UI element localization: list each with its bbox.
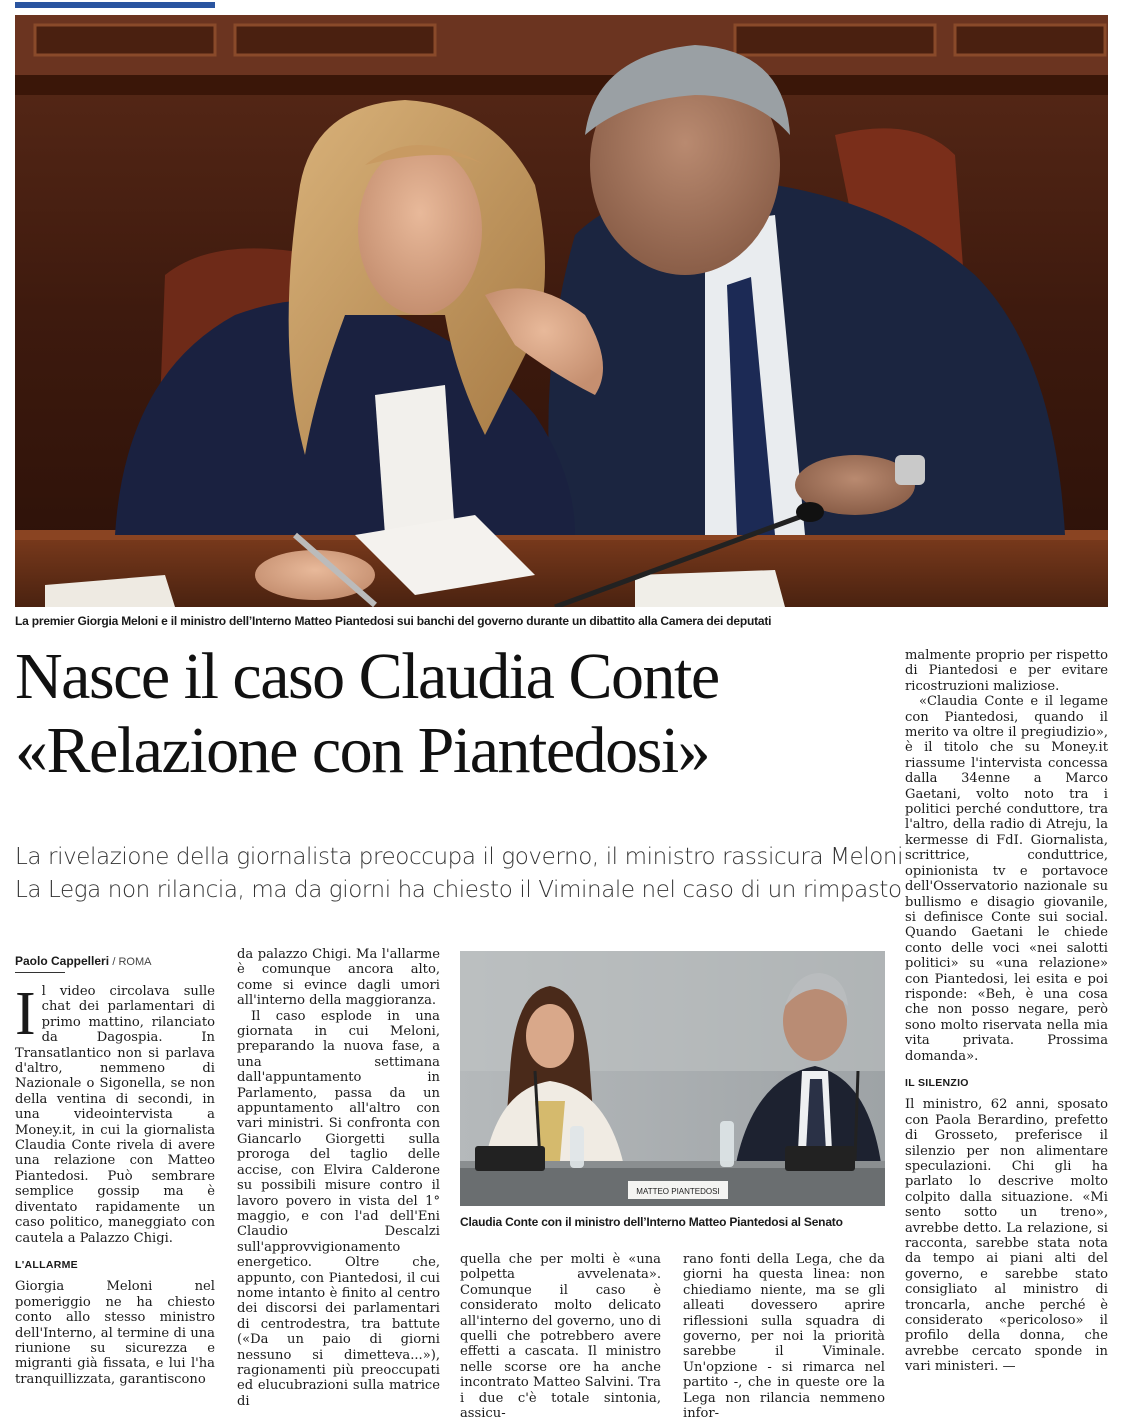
secondary-photo-illustration: [460, 951, 885, 1206]
article-paragraph-2: Giorgia Meloni nel pomeriggio ne ha chiesto conto allo stesso ministro dell'Interno, al termine di una riunione su sicurezza e migranti già fissata, e lui l'ha tranquillizzata, garantiscono: [15, 1279, 215, 1387]
subheadline: [15, 841, 904, 907]
byline-place: / ROMA: [112, 956, 152, 968]
secondary-photo: [460, 951, 885, 1206]
article-paragraph-2-cont: da palazzo Chigi. Ma l'allarme è comunque ancora alto, come si evince dagli umori all'interno della maggioranza.: [237, 947, 440, 1009]
article-column-2: [237, 947, 440, 1409]
main-photo-caption: La premier Giorgia Meloni e il ministro dell’Interno Matteo Piantedosi sui banchi del governo durante un dibattito alla Camera dei deputati: [15, 614, 772, 628]
byline-rule: [15, 972, 65, 973]
secondary-photo-caption: Claudia Conte con il ministro dell’Interno Matteo Piantedosi al Senato: [460, 1215, 843, 1229]
byline: [15, 954, 152, 968]
section-heading-silenzio: IL SILENZIO: [905, 1076, 969, 1089]
nameplate-text: MATTEO PIANTEDOSI: [636, 1187, 720, 1196]
article-paragraph-1-text: l video circolava sulle chat dei parlamentari di primo mattino, rilanciato da Dagospia. In Transatlantico non si parlava d'altro, nemmeno di Nazionale o Sigonella, se non della ventina di secondi, in una videointervista a Money.it, in cui la giornalista Claudia Conte rivela di avere una relazione con Matteo Piantedosi. Può sembrare semplice gossip ma è diventato rapidamente un caso politico, maneggiato con cautela a Palazzo Chigi.: [15, 984, 215, 1246]
subheadline-line-1: La rivelazione della giornalista preoccupa il governo, il ministro rassicura Meloni: [15, 844, 904, 870]
headline: [15, 640, 895, 788]
subheadline-line-2: La Lega non rilancia, ma da giorni ha chiesto il Viminale nel caso di un rimpasto: [15, 877, 902, 903]
headline-line-1: Nasce il caso Claudia Conte: [15, 640, 719, 713]
article-paragraph-1: [15, 980, 215, 1246]
article-column-1: [15, 980, 215, 1387]
section-heading-allarme: L'ALLARME: [15, 1258, 78, 1271]
top-accent-bar: [15, 2, 215, 8]
article-paragraph-3-end: malmente proprio per rispetto di Piantedosi e per evitare ricostruzioni maliziose.: [905, 648, 1108, 694]
article-column-4: [683, 1252, 885, 1421]
dropcap: I: [15, 980, 36, 1048]
main-photo-illustration: [15, 15, 1108, 607]
article-paragraph-3-cont: quella che per molti è «una polpetta avvelenata». Comunque il caso è considerato molto delicato all'interno del governo, uno di quelli che potrebbero avere effetti a cascata. Il ministro nelle scorse ore ha anche incontrato Matteo Salvini. Tra i due c'è totale sintonia, assicu-: [460, 1252, 661, 1422]
headline-line-2: «Relazione con Piantedosi»: [15, 714, 710, 787]
article-column-5: [905, 648, 1108, 1375]
main-photo: [15, 15, 1108, 607]
article-paragraph-3: Il caso esplode in una giornata in cui Meloni, preparando la nuova fase, a una settimana dall'appuntamento in Parlamento, passa da un appuntamento all'altro con vari ministri. Si confronta con Giancarlo Giorgetti sulla proroga del taglio delle accise, con Elvira Calderone su possibili misure contro il lavoro povero in vista del 1° maggio, e con l'ad dell'Eni Claudio Descalzi sull'approvvigionamento energetico. Oltre che, appunto, con Piantedosi, il cui nome intanto è finito al centro dei discorsi dei parlamentari di centrodestra, tra battute («Da un paio di giorni nessuno si dimetteva...»), ragionamenti più preoccupati ed elucubrazioni sulla matrice di: [237, 1008, 440, 1409]
article-paragraph-5: Il ministro, 62 anni, sposato con Paola Berardino, prefetto di Grosseto, preferisce il silenzio per non alimentare speculazioni. Chi gli ha parlato lo descrive molto colpito dalla situazione. «Mi sento sotto un treno», avrebbe detto. La relazione, si racconta, sarebbe stata nota da tempo ai piani alti del governo, e sarebbe stato consigliato al ministro di troncarla, anche perché è considerato «pericoloso» il profilo della donna, che avrebbe cercato sponde in vari ministeri. —: [905, 1097, 1108, 1375]
article-paragraph-3-cont-2: rano fonti della Lega, che da giorni ha questa linea: non chiediamo niente, ma se gli alleati dovessero aprire riflessioni sulla squadra di governo, per noi la priorità sarebbe il Viminale. Un'opzione - si rimarca nel partito -, che in queste ore la Lega non rilancia nemmeno infor-: [683, 1252, 885, 1422]
article-column-3: [460, 1252, 661, 1421]
byline-author: Paolo Cappelleri: [15, 954, 110, 968]
article-paragraph-4: «Claudia Conte e il legame con Piantedosi, quando il merito va oltre il pregiudizio», è il titolo che su Money.it riassume l'intervista concessa dalla 34enne a Marco Gaetani, volto noto tra i politici perché conduttore, tra l'altro, della radio di Atreju, la kermesse di FdI. Giornalista, scrittrice, conduttrice, opinionista tv e portavoce dell'Osservatorio nazionale su bullismo e disagio giovanile, si definisce Conte sui social. Quando Gaetani le chiede conto delle voci «nei salotti politici» su «una relazione» con Piantedosi, lei esita e poi risponde: «Beh, è una cosa che non posso negare, però sono molto riservata nella mia vita privata. Prossima domanda».: [905, 694, 1108, 1064]
